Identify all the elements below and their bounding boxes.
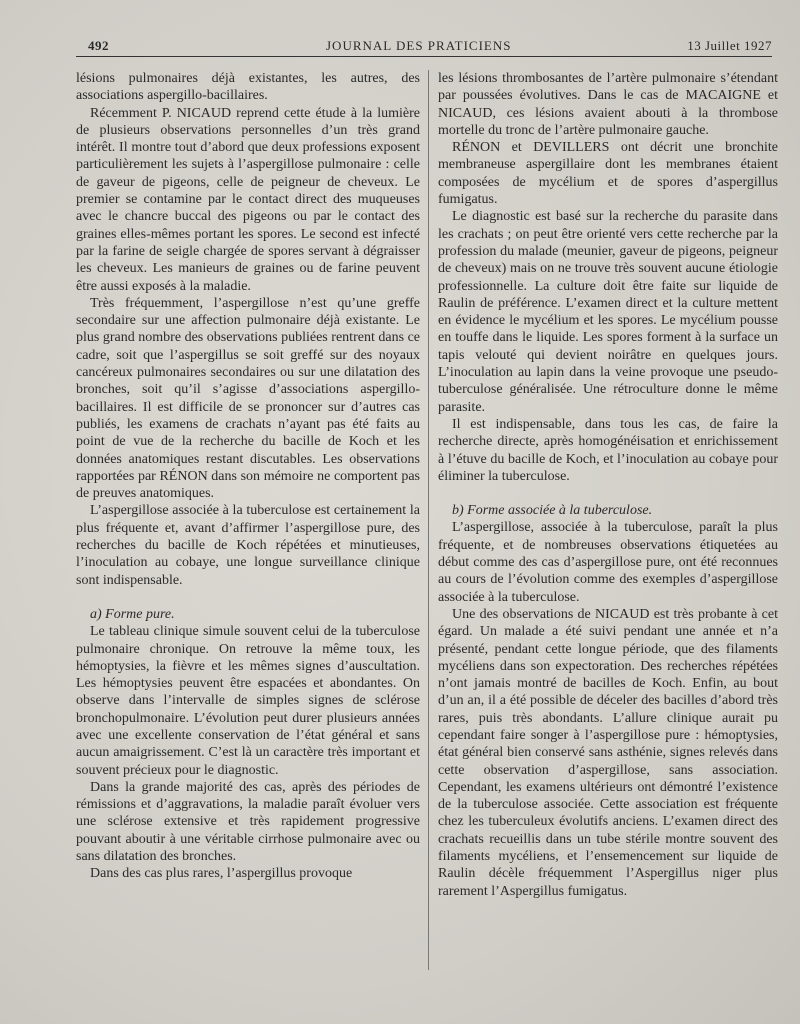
right-column xyxy=(438,70,778,900)
section-heading-forme-pure: a) Forme pure. xyxy=(90,606,175,622)
paragraph: Dans des cas plus rares, l’aspergillus provoque xyxy=(90,866,353,882)
header-rule xyxy=(76,56,772,57)
left-column xyxy=(76,70,420,883)
journal-title: JOURNAL DES PRATICIENS xyxy=(326,38,512,53)
paragraph: Dans la grande majorité des cas, après des périodes de rémissions et d’aggravations, la maladie paraît évoluer vers une sclérose extensive et très rapidement progressive pouvant aboutir à une véritable cirrhose pulmonaire avec ou sans dilatation des bronches. xyxy=(76,779,420,865)
spacer xyxy=(76,589,420,606)
paragraph: Le diagnostic est basé sur la recherche du parasite dans les crachats ; on peut être orienté vers cette recherche par la profession du malade (meunier, gaveur de pigeons, peigneur de cheveux) mais on ne trouve très souvent aucune étiologie professionnelle. La culture doit être faite sur liquide de Raulin de préférence. L’examen direct et la culture mettent en évidence le mycélium et les spores. Le mycélium pousse en touffe dans le liquide. Les spores forment à la surface un tapis velouté qui devient noirâtre en quelques jours. L’inoculation au lapin dans la veine provoque une pseudo-tuberculose généralisée. Une rétroculture donne le même parasite. xyxy=(438,209,778,415)
paragraph: RÉNON et DEVILLERS ont décrit une bronchite membraneuse aspergillaire dont les membranes étaient composées de mycélium et de spores d’aspergillus fumigatus. xyxy=(438,140,778,208)
paragraph: Très fréquemment, l’aspergillose n’est qu’une greffe secondaire sur une affection pulmonaire déjà existante. Le plus grand nombre des observations publiées rentrent dans ce cadre, soit que l’aspergillus se soit greffé sur des noyaux cancéreux pulmonaires secondaires ou sur une dilatation des bronches, soit qu’il s’agisse d’associations aspergillo-bacillaires. Il est difficile de se prononcer sur d’autres cas publiés, les examens de crachats n’ayant pas été faits au point de vue de la recherche du bacille de Koch et les données anatomiques restant discutables. Les observations rapportées par RÉNON dans son mémoire ne comportent pas de preuves anatomiques. xyxy=(76,295,420,502)
running-header xyxy=(76,36,772,56)
paragraph: Récemment P. NICAUD reprend cette étude à la lumière de plusieurs observations personnelles d’un très grand intérêt. Il montre tout d’abord que deux professions exposent particulièrement les sujets à l’aspergillose pulmonaire : celle de gaveur de pigeons, celle de peigneur de cheveux. Le premier se contamine par le contact direct des muqueuses avec le chancre buccal des pigeons ou par le contact des graines elles-mêmes portant les spores. Le second est infecté par la farine de seigle chargée de spores servant à dégraisser les cheveux. Les manieurs de graines ou de farine peuvent être aussi exposés à la maladie. xyxy=(76,105,420,294)
column-divider xyxy=(428,70,429,970)
paragraph: L’aspergillose associée à la tuberculose est certainement la plus fréquente et, avant d’affirmer l’aspergillose pure, des recherches du bacille de Koch répétées et minutieuses, l’inoculation au cobaye, une longue surveillance clinique sont indispensable. xyxy=(76,503,420,588)
paragraph: les lésions thrombosantes de l’artère pulmonaire s’étendant par poussées évolutives. Dans le cas de MACAIGNE et NICAUD, ces lésions avaient abouti à la thrombose mortelle du tronc de l’artère pulmonaire gauche. xyxy=(438,71,778,138)
section-heading-forme-associee: b) Forme associée à la tuberculose. xyxy=(452,503,653,519)
paragraph: Le tableau clinique simule souvent celui de la tuberculose pulmonaire chronique. On retrouve la même toux, les hémoptysies, la fièvre et les mêmes signes d’auscultation. Les hémoptysies peuvent être espacées et abondantes. On observe dans l’intervalle de simples signes de sclérose bronchopulmonaire. L’évolution peut durer plusieurs années avec une excellente conservation de l’état général et sans aucun amaigrissement. C’est là un caractère très important et souvent précieux pour le diagnostic. xyxy=(76,624,420,778)
spacer xyxy=(438,485,778,502)
paragraph: lésions pulmonaires déjà existantes, les autres, des associations aspergillo-bacillaires. xyxy=(76,71,420,104)
paragraph: L’aspergillose, associée à la tuberculose, paraît la plus fréquente, et de nombreuses observations étiquetées au début comme des cas d’aspergillose pure, ont été reconnues au cours de l’évolution comme des exemples d’aspergillose associée à la tuberculose. xyxy=(438,520,778,605)
issue-date: 13 Juillet 1927 xyxy=(687,38,772,53)
paragraph: Une des observations de NICAUD est très probante à cet égard. Un malade a été suivi pendant une année et n’a présenté, pendant cette longue période, que des filaments mycéliens dans son expectoration. Des recherches répétées n’ont jamais montré de bacilles de Koch. Enfin, au bout d’un an, il a été possible de déceler des bacilles d’abord très rares, puis très abondants. L’allure clinique aurait pu cependant faire songer à l’aspergillose pure : hémoptysies, état général bien conservé sans asthénie, signes relevés dans cette observation d’aspergillose, sans association. Cependant, les examens ultérieurs ont démontré l’existence de la tuberculose associée. Cette association est fréquente chez les tuberculeux évolutifs anciens. L’examen direct des crachats recueillis dans un tube stérile montre souvent des filaments mycéliens, et l’ensemencement sur liquide de Raulin décèle fréquemment l’Aspergillus niger plus rarement l’Aspergillus fumigatus. xyxy=(438,606,778,899)
page-number: 492 xyxy=(88,38,109,53)
paragraph: Il est indispensable, dans tous les cas, de faire la recherche directe, après homogénéisation et enrichissement à l’étuve du bacille de Koch, et l’inoculation au cobaye pour éliminer la tuberculose. xyxy=(438,416,778,484)
